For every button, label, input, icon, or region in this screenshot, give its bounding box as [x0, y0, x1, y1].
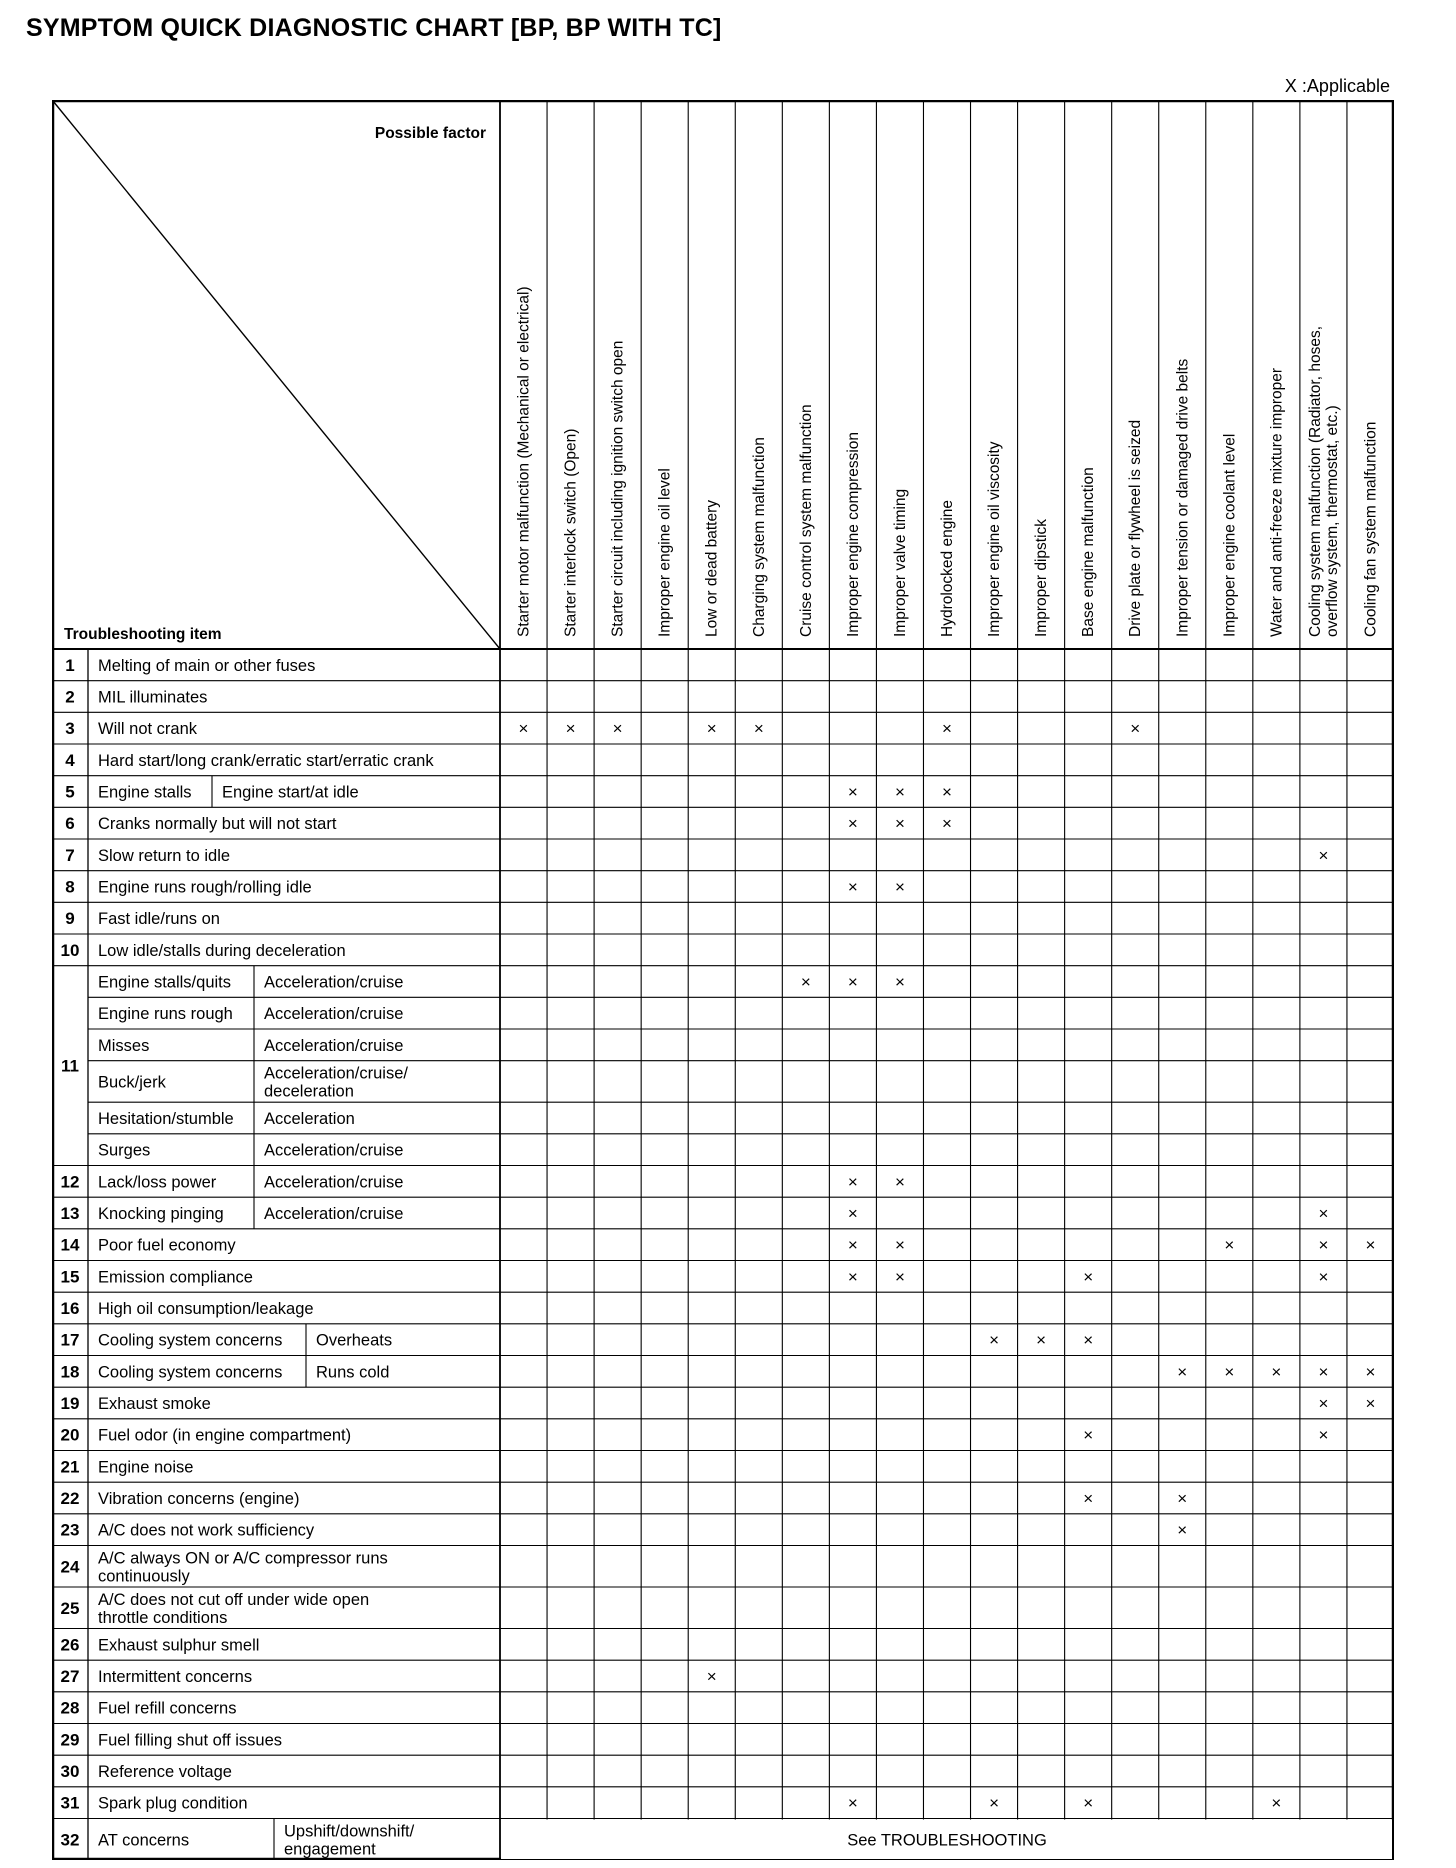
- applicable-mark: ×: [1365, 1362, 1376, 1382]
- possible-factor-label: Possible factor: [374, 125, 486, 142]
- row-number: 13: [60, 1204, 80, 1224]
- row-subcategory: Upshift/downshift/: [284, 1822, 415, 1841]
- row-item: Poor fuel economy: [98, 1236, 236, 1255]
- factor-header: Base engine malfunction: [1080, 467, 1098, 637]
- applicable-mark: ×: [1318, 1425, 1329, 1445]
- row-item: Engine stalls: [98, 783, 192, 802]
- row-item: A/C does not cut off under wide open: [98, 1590, 370, 1609]
- row-number: 23: [60, 1520, 80, 1540]
- row-number: 2: [65, 687, 75, 707]
- factor-header: Improper valve timing: [891, 488, 909, 637]
- applicable-mark: ×: [894, 814, 905, 834]
- row-number: 27: [60, 1667, 80, 1687]
- applicable-mark: ×: [518, 719, 529, 739]
- row-item: Emission compliance: [98, 1268, 253, 1287]
- row-item: Hesitation/stumble: [98, 1110, 234, 1129]
- applicable-mark: ×: [847, 1204, 858, 1224]
- row-item: A/C does not work sufficiency: [98, 1521, 315, 1540]
- row-subcategory: Acceleration/cruise: [264, 1005, 404, 1024]
- row-number: 3: [65, 719, 75, 739]
- factor-header: Improper engine compression: [844, 431, 862, 637]
- factor-header: Cooling system malfunction (Radiator, hoses,: [1306, 325, 1324, 637]
- applicable-mark: ×: [847, 1267, 858, 1287]
- row-item: Fuel refill concerns: [98, 1699, 237, 1718]
- row-subcategory: deceleration: [264, 1082, 354, 1101]
- applicable-mark: ×: [989, 1330, 1000, 1350]
- applicable-mark: ×: [1271, 1793, 1282, 1813]
- row-item: AT concerns: [98, 1831, 190, 1850]
- row-number: 11: [61, 1056, 79, 1076]
- row-subcategory: Runs cold: [316, 1363, 390, 1382]
- row-subcategory: Acceleration: [264, 1110, 355, 1129]
- row-item: A/C always ON or A/C compressor runs: [98, 1549, 388, 1568]
- applicable-mark: ×: [894, 1172, 905, 1192]
- row-item: Will not crank: [98, 720, 198, 739]
- row-subcategory: Acceleration/cruise: [264, 1141, 404, 1160]
- applicable-mark: ×: [1224, 1235, 1235, 1255]
- factor-header: overflow system, thermostat, etc.): [1323, 405, 1341, 637]
- row-item: Engine runs rough/rolling idle: [98, 878, 312, 897]
- row-item: Fuel filling shut off issues: [98, 1731, 283, 1750]
- row-number: 26: [60, 1635, 80, 1655]
- applicable-mark: ×: [1318, 845, 1329, 865]
- corner-diagonal: [53, 101, 500, 649]
- row-number: 22: [60, 1489, 80, 1509]
- row-item: MIL illuminates: [98, 688, 208, 707]
- applicable-mark: ×: [847, 782, 858, 802]
- factor-header: Improper engine oil viscosity: [986, 441, 1004, 637]
- factor-header: Low or dead battery: [703, 499, 721, 637]
- row-number: 7: [65, 845, 75, 865]
- row-number: 28: [60, 1698, 80, 1718]
- row-number: 29: [60, 1730, 80, 1750]
- applicable-mark: ×: [1318, 1204, 1329, 1224]
- factor-header: Water and anti-freeze mixture improper: [1268, 367, 1286, 637]
- factor-header: Starter interlock switch (Open): [562, 428, 580, 637]
- row-item: Cranks normally but will not start: [98, 815, 337, 834]
- row-item: throttle conditions: [98, 1608, 228, 1627]
- row-item: High oil consumption/leakage: [98, 1300, 314, 1319]
- row-item: Vibration concerns (engine): [98, 1490, 300, 1509]
- applicable-mark: ×: [847, 1172, 858, 1192]
- applicable-mark: ×: [1177, 1362, 1188, 1382]
- row-number: 15: [60, 1267, 80, 1287]
- applicable-mark: ×: [1224, 1362, 1235, 1382]
- factor-header: Improper engine coolant level: [1221, 433, 1239, 637]
- row-item: Buck/jerk: [98, 1073, 166, 1092]
- applicable-mark: ×: [1036, 1330, 1047, 1350]
- factor-header: Improper tension or damaged drive belts: [1174, 358, 1192, 637]
- row-item: Slow return to idle: [98, 846, 231, 865]
- row-subcategory: Engine start/at idle: [222, 783, 359, 802]
- applicable-mark: ×: [847, 1235, 858, 1255]
- row-number: 19: [60, 1394, 80, 1414]
- row-item: Cooling system concerns: [98, 1331, 283, 1350]
- row-number: 8: [65, 877, 75, 897]
- applicable-mark: ×: [1318, 1267, 1329, 1287]
- row-item: Surges: [98, 1141, 151, 1160]
- row-number: 32: [60, 1830, 80, 1850]
- legend-note: X :Applicable: [1284, 76, 1390, 96]
- row-item: Fast idle/runs on: [98, 910, 220, 929]
- applicable-mark: ×: [894, 782, 905, 802]
- row-item: continuously: [98, 1567, 190, 1586]
- troubleshooting-item-label: Troubleshooting item: [64, 626, 222, 643]
- row-number: 25: [60, 1598, 80, 1618]
- row-number: 16: [60, 1299, 80, 1319]
- applicable-mark: ×: [942, 814, 952, 834]
- row-number: 30: [60, 1762, 80, 1782]
- factor-header: Hydrolocked engine: [939, 499, 956, 637]
- row-item: Spark plug condition: [98, 1794, 248, 1813]
- factor-header: Improper engine oil level: [656, 468, 674, 637]
- applicable-mark: ×: [1130, 719, 1141, 739]
- applicable-mark: ×: [1083, 1330, 1094, 1350]
- row-subcategory: Overheats: [316, 1331, 393, 1350]
- page-title: SYMPTOM QUICK DIAGNOSTIC CHART [BP, BP WITH TC]: [26, 14, 722, 42]
- row-item: Lack/loss power: [98, 1173, 217, 1192]
- applicable-mark: ×: [847, 814, 858, 834]
- applicable-mark: ×: [894, 1267, 905, 1287]
- row-number: 18: [60, 1362, 80, 1382]
- applicable-mark: ×: [706, 719, 717, 739]
- applicable-mark: ×: [942, 782, 952, 802]
- row-item: Engine runs rough: [98, 1005, 233, 1024]
- factor-header: Drive plate or flywheel is seized: [1127, 419, 1145, 637]
- applicable-mark: ×: [1083, 1425, 1094, 1445]
- factor-header: Improper dipstick: [1033, 518, 1051, 637]
- applicable-mark: ×: [1083, 1267, 1094, 1287]
- row-item: Low idle/stalls during deceleration: [98, 941, 346, 960]
- row-number: 6: [65, 814, 75, 834]
- row-number: 24: [60, 1557, 80, 1577]
- factor-header: Charging system malfunction: [750, 437, 768, 637]
- see-troubleshooting-text: See TROUBLESHOOTING: [847, 1831, 1047, 1850]
- row-number: 10: [60, 940, 80, 960]
- applicable-mark: ×: [1177, 1520, 1188, 1540]
- row-subcategory: engagement: [284, 1840, 376, 1859]
- row-item: Cooling system concerns: [98, 1363, 283, 1382]
- factor-header: Starter motor malfunction (Mechanical or electrical): [515, 286, 533, 637]
- factor-header: Cooling fan system malfunction: [1362, 421, 1380, 637]
- row-item: Hard start/long crank/erratic start/erratic crank: [98, 751, 434, 770]
- row-item: Misses: [98, 1036, 150, 1055]
- row-number: 5: [65, 782, 75, 802]
- row-number: 14: [60, 1235, 80, 1255]
- applicable-mark: ×: [565, 719, 576, 739]
- row-number: 31: [60, 1793, 80, 1813]
- applicable-mark: ×: [894, 1235, 905, 1255]
- applicable-mark: ×: [1318, 1394, 1329, 1414]
- row-item: Intermittent concerns: [98, 1668, 253, 1687]
- applicable-mark: ×: [847, 877, 858, 897]
- row-number: 17: [60, 1330, 80, 1350]
- row-item: Fuel odor (in engine compartment): [98, 1426, 352, 1445]
- row-subcategory: Acceleration/cruise: [264, 1036, 404, 1055]
- row-number: 21: [60, 1457, 80, 1477]
- applicable-mark: ×: [942, 719, 952, 739]
- row-subcategory: Acceleration/cruise: [264, 1173, 404, 1192]
- applicable-mark: ×: [894, 877, 905, 897]
- row-item: Exhaust smoke: [98, 1395, 211, 1414]
- applicable-mark: ×: [1083, 1793, 1094, 1813]
- applicable-mark: ×: [1177, 1489, 1188, 1509]
- row-subcategory: Acceleration/cruise: [264, 973, 404, 992]
- row-item: Engine stalls/quits: [98, 973, 231, 992]
- row-number: 20: [60, 1425, 80, 1445]
- applicable-mark: ×: [1318, 1362, 1329, 1382]
- applicable-mark: ×: [1271, 1362, 1282, 1382]
- row-item: Reference voltage: [98, 1763, 232, 1782]
- diagnostic-chart-table: [52, 100, 1394, 1860]
- applicable-mark: ×: [894, 972, 905, 992]
- row-number: 12: [60, 1172, 80, 1192]
- applicable-mark: ×: [1083, 1489, 1094, 1509]
- row-subcategory: Acceleration/cruise/: [264, 1064, 408, 1083]
- applicable-mark: ×: [847, 1793, 858, 1813]
- applicable-mark: ×: [847, 972, 858, 992]
- applicable-mark: ×: [1318, 1235, 1329, 1255]
- factor-header: Cruise control system malfunction: [797, 404, 815, 637]
- applicable-mark: ×: [706, 1667, 717, 1687]
- applicable-mark: ×: [1365, 1394, 1376, 1414]
- applicable-mark: ×: [1365, 1235, 1376, 1255]
- row-item: Engine noise: [98, 1458, 194, 1477]
- row-item: Exhaust sulphur smell: [98, 1636, 260, 1655]
- row-item: Melting of main or other fuses: [98, 656, 316, 675]
- row-number: 1: [65, 655, 75, 675]
- applicable-mark: ×: [800, 972, 811, 992]
- row-subcategory: Acceleration/cruise: [264, 1205, 404, 1224]
- factor-header: Starter circuit including ignition switch open: [609, 340, 627, 637]
- applicable-mark: ×: [612, 719, 623, 739]
- applicable-mark: ×: [753, 719, 764, 739]
- row-number: 4: [65, 750, 75, 770]
- row-number: 9: [65, 909, 75, 929]
- row-item: Knocking pinging: [98, 1205, 224, 1224]
- applicable-mark: ×: [989, 1793, 1000, 1813]
